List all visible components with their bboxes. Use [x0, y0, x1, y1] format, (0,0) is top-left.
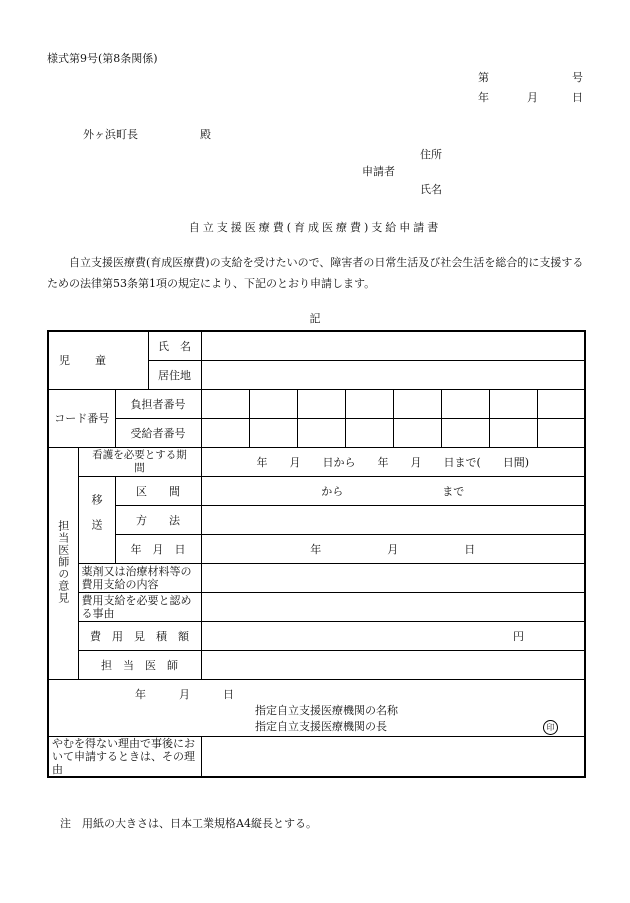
- doctor-field[interactable]: [201, 651, 585, 680]
- payer-digit[interactable]: [537, 390, 585, 419]
- recipient-digit[interactable]: [297, 419, 345, 448]
- institution-head-label: 指定自立支援医療機関の長: [255, 720, 387, 733]
- estimate-field[interactable]: [201, 622, 585, 651]
- child-residence-field[interactable]: [201, 361, 585, 390]
- child-label: 児 童: [48, 331, 148, 390]
- footnote: 注 用紙の大きさは、日本工業規格A4縦長とする。: [60, 817, 317, 830]
- date-month: 月: [527, 91, 538, 104]
- transfer-label: 移送: [90, 493, 103, 544]
- date-day: 日: [572, 91, 583, 104]
- recipient-digit[interactable]: [393, 419, 441, 448]
- payer-digit[interactable]: [441, 390, 489, 419]
- date-year: 年: [478, 91, 489, 104]
- doctor-opinion-cell: [48, 448, 78, 680]
- care-period-label: 看護を必要とする期 間: [78, 448, 201, 477]
- recipient-digit[interactable]: [441, 419, 489, 448]
- late-reason-field[interactable]: [201, 737, 585, 778]
- drug-label: 薬剤又は治療材料等の費用支給の内容: [78, 564, 201, 593]
- reason-label: 費用支給を必要と認める事由: [78, 593, 201, 622]
- document-title: 自立支援医療費(育成医療費)支給申請書: [188, 221, 442, 234]
- applicant-label: 申請者: [362, 165, 395, 178]
- section-value[interactable]: から まで: [201, 477, 585, 506]
- date-value[interactable]: 年 月 日: [201, 535, 585, 564]
- payer-digit[interactable]: [489, 390, 537, 419]
- date-label: 年 月 日: [115, 535, 201, 564]
- care-period-value[interactable]: 年 月 日から 年 月 日まで( 日間): [201, 448, 585, 477]
- recipient-digit[interactable]: [489, 419, 537, 448]
- estimate-unit: 円: [513, 629, 525, 643]
- doc-number-prefix: 第: [478, 71, 489, 84]
- code-number-label: コード番号: [48, 390, 115, 448]
- intro-paragraph: 自立支援医療費(育成医療費)の支給を受けたいので、障害者の日常生活及び社会生活を総合的に支援するための法律第53条第1項の規定により、下記のとおり申請します。: [47, 256, 584, 290]
- section-label: 区 間: [115, 477, 201, 506]
- ki-label: 記: [309, 312, 321, 325]
- address-label: 住所: [420, 148, 442, 161]
- late-reason-label: やむを得ない理由で事後において申請するときは、その理由: [48, 737, 201, 778]
- addressee: 外ヶ浜町長: [83, 128, 138, 141]
- payer-digit[interactable]: [345, 390, 393, 419]
- child-name-field[interactable]: [201, 331, 585, 361]
- recipient-digit[interactable]: [201, 419, 249, 448]
- certification-cell[interactable]: [48, 680, 585, 737]
- doc-number-suffix: 号: [572, 71, 583, 84]
- seal-mark: [543, 720, 558, 735]
- payer-number-label: 負担者番号: [115, 390, 201, 419]
- recipient-digit[interactable]: [249, 419, 297, 448]
- sign-date: 年 月 日: [135, 688, 234, 701]
- child-residence-label: 居住地: [148, 361, 201, 390]
- recipient-digit[interactable]: [537, 419, 585, 448]
- payer-digit[interactable]: [297, 390, 345, 419]
- payer-digit[interactable]: [249, 390, 297, 419]
- drug-field[interactable]: [201, 564, 585, 593]
- estimate-label: 費 用 見 積 額: [78, 622, 201, 651]
- institution-name-label: 指定自立支援医療機関の名称: [255, 704, 398, 717]
- application-table: [47, 330, 586, 778]
- child-name-label: 氏 名: [148, 331, 201, 361]
- method-label: 方 法: [115, 506, 201, 535]
- payer-digit[interactable]: [201, 390, 249, 419]
- form-number: 様式第9号(第8条関係): [47, 52, 158, 65]
- recipient-digit[interactable]: [345, 419, 393, 448]
- seal-icon: 印: [543, 720, 558, 735]
- honorific: 殿: [200, 128, 211, 141]
- transfer-cell: [78, 477, 115, 564]
- payer-digit[interactable]: [393, 390, 441, 419]
- doctor-opinion-label: 担当医師の意見: [56, 520, 70, 604]
- name-label: 氏名: [420, 183, 442, 196]
- doctor-label: 担 当 医 師: [78, 651, 201, 680]
- recipient-number-label: 受給者番号: [115, 419, 201, 448]
- reason-field[interactable]: [201, 593, 585, 622]
- method-field[interactable]: [201, 506, 585, 535]
